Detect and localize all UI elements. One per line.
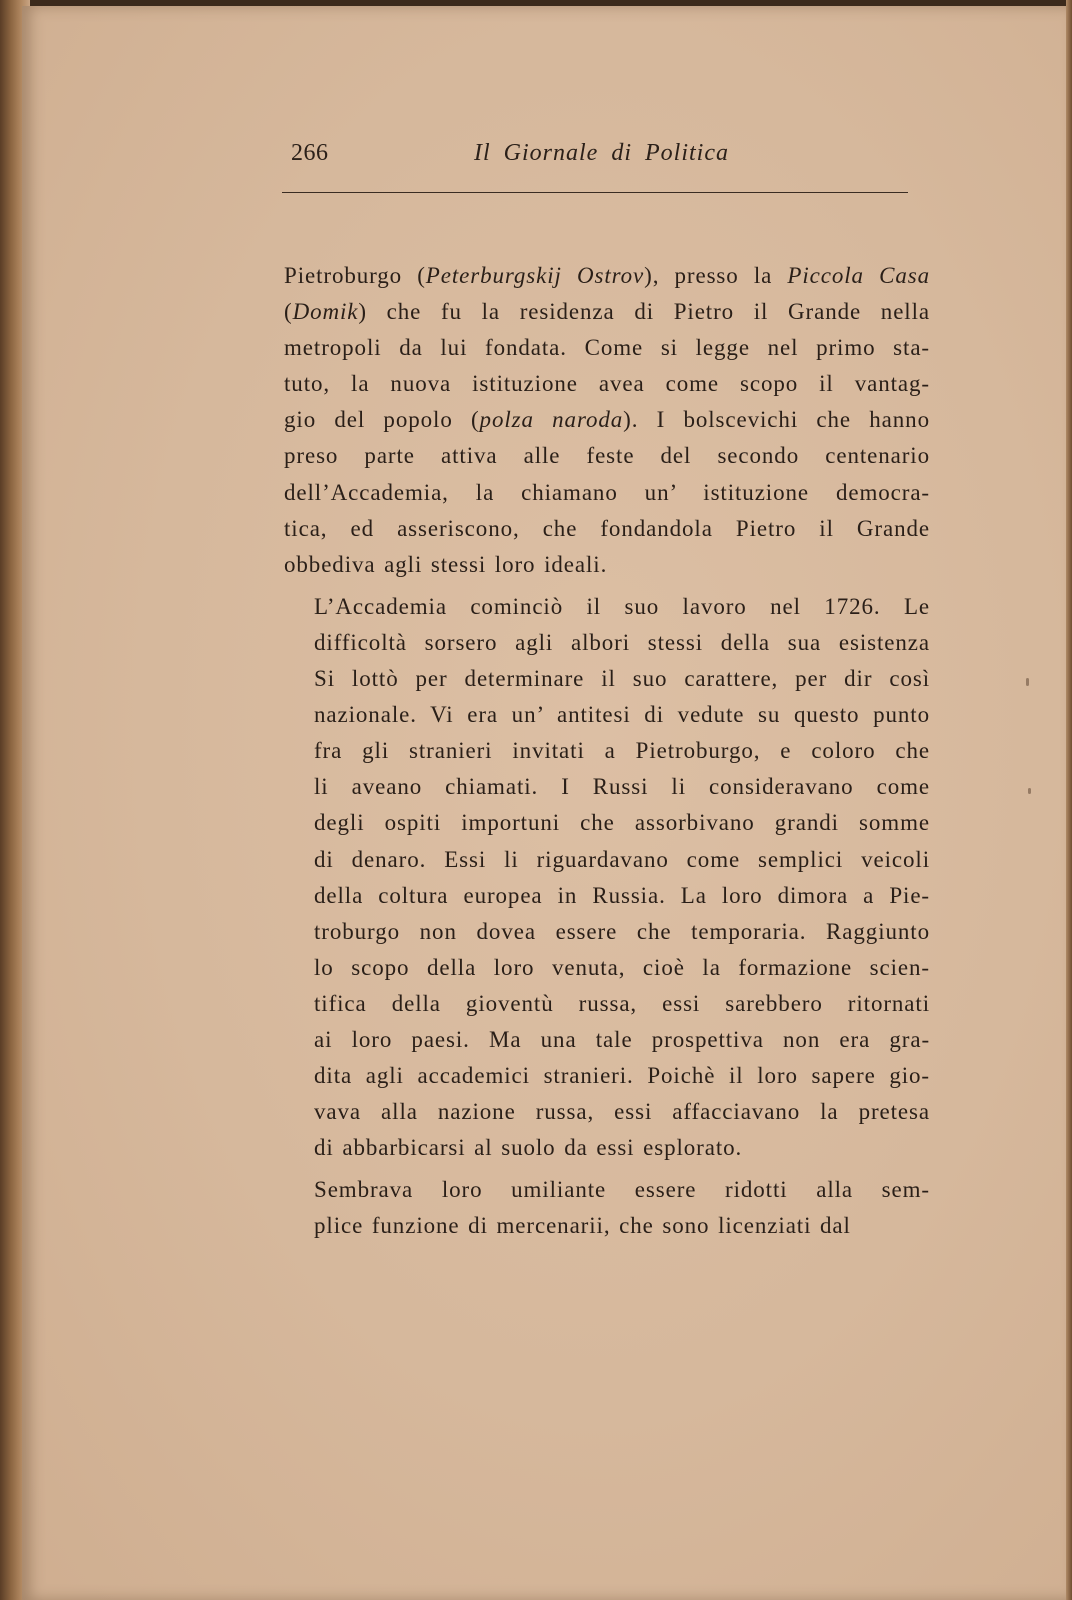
text-run: della coltura europea in Russia. La loro dimora a Pie- — [314, 882, 930, 908]
page-right-edge — [1066, 0, 1072, 1600]
paragraph — [284, 1172, 930, 1244]
text-run: ( — [284, 299, 293, 325]
text-run: dita agli accademici stranieri. Poichè il loro sapere gio- — [314, 1063, 930, 1089]
text-line — [284, 697, 930, 733]
text-line — [284, 438, 930, 474]
text-run: tifica della gioventù russa, essi sarebbero ritornati — [314, 990, 930, 1016]
text-line — [284, 1208, 930, 1244]
italic-text: Piccola Casa — [787, 263, 930, 288]
text-run: tica, ed asseriscono, che fondandola Pietro il Grande — [284, 515, 930, 541]
italic-text: Domik — [292, 299, 359, 325]
page-number: 266 — [291, 140, 329, 166]
text-run: fra gli stranieri invitati a Pietroburgo, e coloro che — [314, 738, 930, 764]
text-run: ) che fu la residenza di Pietro il Grande nella — [358, 299, 930, 325]
text-run: plice funzione di mercenarii, che sono licenziati dal — [314, 1213, 851, 1239]
text-line — [284, 475, 930, 511]
text-run: tuto, la nuova istituzione avea come scopo il vantag- — [284, 371, 930, 397]
text-line — [284, 294, 930, 330]
text-line — [284, 1094, 930, 1130]
text-run: metropoli da lui fondata. Come si legge nel primo sta- — [284, 335, 930, 361]
book-page — [22, 6, 1068, 1600]
text-run: vava alla nazione russa, essi affacciavano la pretesa — [314, 1099, 930, 1125]
text-run: ), presso la — [644, 263, 788, 288]
text-run: difficoltà sorsero agli albori stessi della sua esistenza — [314, 629, 930, 655]
text-line — [284, 914, 930, 950]
italic-text: Peterburgskij Ostrov — [425, 263, 645, 288]
text-line — [284, 330, 930, 366]
text-run: preso parte attiva alle feste del secondo centenario — [284, 443, 930, 469]
text-run: dell’Accademia, la chiamano un’ istituzione democra- — [284, 479, 930, 505]
text-run: gio del popolo ( — [284, 407, 480, 433]
text-line — [284, 366, 930, 402]
text-line — [284, 661, 930, 697]
text-line — [284, 1022, 930, 1058]
body-text — [284, 258, 930, 1251]
text-line — [284, 842, 930, 878]
text-line — [284, 1172, 930, 1208]
text-run: obbediva agli stessi loro ideali. — [284, 551, 608, 577]
text-line — [284, 511, 930, 547]
text-line — [284, 1130, 930, 1166]
text-run: Sembrava loro umiliante essere ridotti alla sem- — [314, 1177, 930, 1203]
text-line — [284, 258, 930, 294]
text-line — [284, 769, 930, 805]
header-rule — [282, 192, 908, 193]
text-run: nazionale. Vi era un’ antitesi di vedute su questo punto — [314, 702, 930, 728]
text-run: lo scopo della loro venuta, cioè la formazione scien- — [314, 954, 930, 980]
paragraph — [284, 258, 930, 583]
text-run: li aveano chiamati. I Russi li consideravano come — [314, 774, 930, 800]
text-run: ). I bolscevichi che hanno — [623, 407, 930, 433]
text-line — [284, 1058, 930, 1094]
text-run: ai loro paesi. Ma una tale prospettiva non era gra- — [314, 1026, 930, 1052]
text-run: degli ospiti importuni che assorbivano grandi somme — [314, 810, 930, 836]
text-run: Si lottò per determinare il suo carattere, per dir così — [314, 666, 930, 692]
text-line — [284, 986, 930, 1022]
text-line — [284, 950, 930, 986]
text-run: di denaro. Essi li riguardavano come semplici veicoli — [314, 846, 930, 872]
paragraph — [284, 589, 930, 1167]
text-run: L’Accademia cominciò il suo lavoro nel 1726. Le — [314, 593, 930, 619]
text-line — [284, 733, 930, 769]
italic-text: polza naroda — [479, 407, 624, 433]
text-line — [284, 547, 930, 583]
text-line — [284, 402, 930, 438]
page-header — [22, 140, 1068, 176]
text-run: Pietroburgo ( — [284, 263, 426, 288]
text-line — [284, 625, 930, 661]
paper-speck — [1028, 788, 1031, 794]
running-title: Il Giornale di Politica — [474, 140, 729, 166]
text-run: troburgo non dovea essere che temporaria. Raggiunto — [314, 918, 930, 944]
text-line — [284, 805, 930, 841]
text-line — [284, 589, 930, 625]
text-run: di abbarbicarsi al suolo da essi esplorato. — [314, 1135, 743, 1161]
text-line — [284, 878, 930, 914]
paper-speck — [1026, 678, 1029, 686]
